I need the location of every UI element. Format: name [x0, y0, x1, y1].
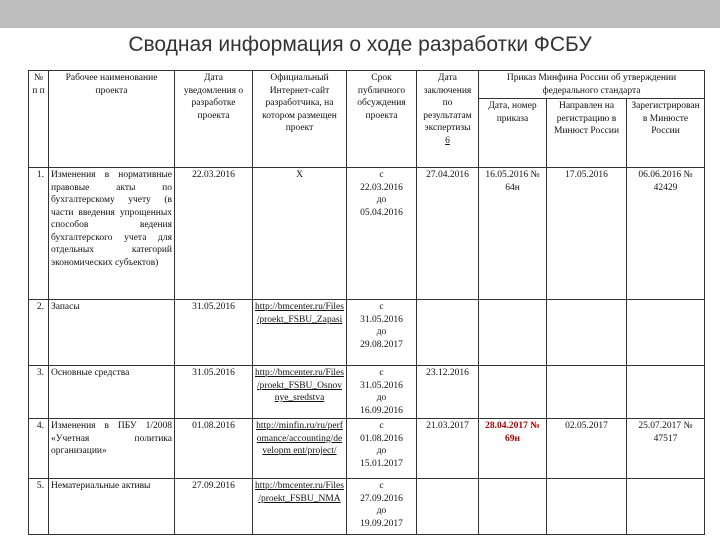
header-expert-date-text: Дата заключения по результатам экспертизы [423, 73, 472, 133]
order-date: 16.05.2016 № 64н [479, 168, 547, 300]
project-name: Запасы [49, 300, 175, 366]
expert-date: 23.12.2016 [417, 366, 479, 419]
header-discussion: Срок публичного обсуждения проекта [347, 71, 417, 168]
notice-date: 31.05.2016 [175, 366, 253, 419]
discussion-to-date: 19.09.2017 [360, 518, 403, 529]
header-order-date: Дата, номер приказа [479, 99, 547, 168]
discussion-to-label: до [376, 195, 387, 205]
discussion-to-date: 15.01.2017 [360, 458, 403, 469]
project-name: Основные средства [49, 366, 175, 419]
discussion-to-label: до [376, 393, 387, 403]
registered-date [627, 479, 705, 535]
footnote-link[interactable]: 6 [445, 135, 450, 146]
discussion-to-date: 05.04.2016 [360, 207, 403, 218]
table-row [29, 300, 705, 366]
discussion-period [347, 419, 417, 479]
discussion-period [347, 168, 417, 300]
discussion-from-label: с [379, 481, 384, 491]
sent-date: 02.05.2017 [547, 419, 627, 479]
table-row [29, 479, 705, 535]
discussion-from-date: 31.05.2016 [360, 380, 403, 391]
discussion-from-label: с [379, 421, 384, 431]
order-date [479, 300, 547, 366]
discussion-period [347, 366, 417, 419]
project-name: Изменения в нормативные правовые акты по бухгалтерскому учету (в части введения упрощенных способов ведения бухгалтерского учета для отдельных категорий экономических субъектов) [49, 168, 175, 300]
header-order-group: Приказ Минфина России об утверждении федерального стандарта [479, 71, 705, 99]
header-notice-date: Дата уведомления о разработке проекта [175, 71, 253, 168]
project-name: Нематериальные активы [49, 479, 175, 535]
discussion-from-label: с [379, 302, 384, 312]
sent-date [547, 479, 627, 535]
discussion-from-date: 01.08.2016 [360, 433, 403, 444]
site-link[interactable]: http://minfin.ru/ru/perfomance/accounting/developm ent/project/ [253, 419, 347, 479]
registered-date: 06.06.2016 № 42429 [627, 168, 705, 300]
table-row [29, 366, 705, 419]
discussion-to-label: до [376, 327, 387, 337]
notice-date: 27.09.2016 [175, 479, 253, 535]
project-name: Изменения в ПБУ 1/2008 «Учетная политика организации» [49, 419, 175, 479]
expert-date [417, 479, 479, 535]
sent-date: 17.05.2016 [547, 168, 627, 300]
header-site: Официальный Интернет-сайт разработчика, на котором размещен проект [253, 71, 347, 168]
header-sent-minjust: Направлен на регистрацию в Минюст России [547, 99, 627, 168]
registered-date [627, 366, 705, 419]
site-link[interactable]: http://bmcenter.ru/Files/proekt_FSBU_Osnovnye_sredstva [253, 366, 347, 419]
row-number: 2. [29, 300, 49, 366]
table-row [29, 419, 705, 479]
expert-date: 21.03.2017 [417, 419, 479, 479]
table-row [29, 168, 705, 300]
discussion-to-label: до [376, 506, 387, 516]
header-name: Рабочее наименование проекта [49, 71, 175, 168]
row-number: 3. [29, 366, 49, 419]
order-date [479, 366, 547, 419]
row-number: 4. [29, 419, 49, 479]
notice-date: 31.05.2016 [175, 300, 253, 366]
fsbu-status-table [28, 70, 705, 535]
sent-date [547, 366, 627, 419]
discussion-from-label: с [379, 170, 384, 180]
registered-date: 25.07.2017 № 47517 [627, 419, 705, 479]
discussion-to-date: 16.09.2016 [360, 405, 403, 416]
order-date: 28.04.2017 № 69н [479, 419, 547, 479]
discussion-from-date: 22.03.2016 [360, 182, 403, 193]
row-number: 1. [29, 168, 49, 300]
site-link[interactable]: http://bmcenter.ru/Files/proekt_FSBU_Zapasi [253, 300, 347, 366]
page-title: Сводная информация о ходе разработки ФСБУ [128, 33, 592, 56]
expert-date: 27.04.2016 [417, 168, 479, 300]
discussion-from-label: с [379, 368, 384, 378]
site-cell: Х [253, 168, 347, 300]
notice-date: 22.03.2016 [175, 168, 253, 300]
row-number: 5. [29, 479, 49, 535]
header-expert-date [417, 71, 479, 168]
discussion-to-date: 29.08.2017 [360, 339, 403, 350]
discussion-to-label: до [376, 446, 387, 456]
expert-date [417, 300, 479, 366]
sent-date [547, 300, 627, 366]
header-registered: Зарегистрирован в Минюсте России [627, 99, 705, 168]
order-date [479, 479, 547, 535]
site-link[interactable]: http://bmcenter.ru/Files/proekt_FSBU_NMA [253, 479, 347, 535]
discussion-period [347, 300, 417, 366]
top-bar [0, 0, 720, 28]
discussion-from-date: 31.05.2016 [360, 314, 403, 325]
notice-date: 01.08.2016 [175, 419, 253, 479]
registered-date [627, 300, 705, 366]
discussion-period [347, 479, 417, 535]
header-no: № п п [29, 71, 49, 168]
discussion-from-date: 27.09.2016 [360, 493, 403, 504]
